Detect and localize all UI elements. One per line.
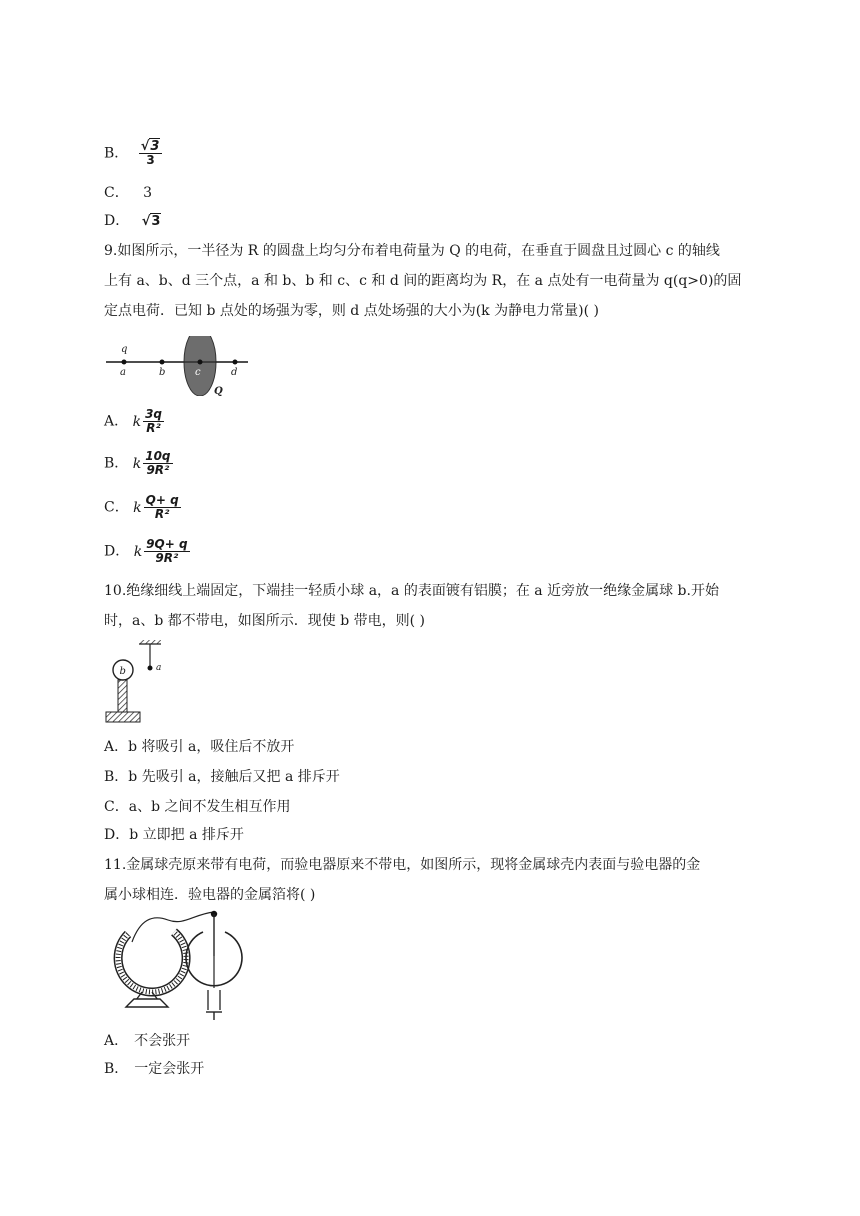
q9-option-d[interactable] — [104, 538, 190, 565]
numerator: 10q — [145, 449, 171, 463]
charged-disk — [184, 336, 216, 396]
q9-option-c[interactable] — [104, 494, 181, 521]
denominator: R² — [154, 507, 170, 521]
sqrt-value: √3 — [141, 214, 161, 229]
radicand: 3 — [151, 214, 161, 229]
numerator: Q+ q — [145, 493, 179, 507]
option-text: 不会张开 — [134, 1033, 191, 1049]
q10-option-d[interactable] — [104, 824, 244, 844]
q11-stem-line1: 11.金属球壳原来带有电荷，而验电器原来不带电，如图所示，现将金属球壳内表面与验电器的金 — [104, 857, 701, 873]
option-text: b 先吸引 a，接触后又把 a 排斥开 — [128, 769, 340, 785]
fraction — [143, 408, 164, 435]
q8-option-d[interactable] — [104, 210, 161, 230]
q10-option-c[interactable] — [104, 796, 290, 816]
option-label: A． — [104, 1033, 129, 1049]
label-d: d — [231, 367, 238, 378]
q9-option-b[interactable] — [104, 450, 173, 477]
constant-k: k — [132, 455, 142, 472]
connecting-wire — [132, 912, 214, 942]
q11-option-b[interactable] — [104, 1058, 204, 1078]
option-text: a、b 之间不发生相互作用 — [128, 799, 291, 815]
denominator: 9R² — [146, 463, 170, 477]
option-label: A． — [104, 413, 129, 430]
option-label: B． — [104, 455, 129, 472]
label-q: q — [121, 344, 128, 355]
q8-option-c[interactable] — [104, 182, 152, 202]
radicand: 3 — [150, 139, 160, 154]
label-c: c — [195, 367, 201, 378]
option-label: D． — [104, 543, 130, 560]
constant-k: k — [133, 499, 142, 516]
q9-option-a[interactable] — [104, 408, 164, 435]
option-label: D． — [104, 213, 130, 229]
q8-option-b[interactable] — [104, 140, 162, 167]
q11-stem-line2: 属小球相连．验电器的金属箔将( ) — [104, 887, 316, 903]
sqrt-fraction: $\frac{√3}{3}$ — [139, 140, 163, 167]
denominator: 3 — [146, 153, 155, 167]
q10-option-a[interactable] — [104, 736, 294, 756]
q11-option-a[interactable] — [104, 1030, 190, 1050]
option-text: b 立即把 a 排斥开 — [129, 827, 244, 843]
option-label: A． — [104, 739, 129, 755]
label-a: a — [156, 663, 162, 673]
q10-sphere-figure — [102, 636, 172, 726]
q9-stem-line3: 定点电荷．已知 b 点处的场强为零，则 d 点处场强的大小为(k 为静电力常量)( ) — [104, 303, 599, 319]
label-a: a — [120, 367, 126, 378]
label-Q: Q — [214, 386, 223, 396]
q9-disk-figure — [104, 336, 264, 396]
q11-electroscope-figure — [104, 910, 254, 1022]
option-value: 3 — [143, 185, 153, 201]
option-label: C． — [104, 185, 129, 201]
q10-option-b[interactable] — [104, 766, 340, 786]
option-label: B． — [104, 1061, 129, 1077]
constant-k: k — [133, 543, 143, 560]
denominator: R² — [146, 421, 161, 435]
option-text: b 将吸引 a，吸住后不放开 — [128, 739, 295, 755]
option-label: D． — [104, 827, 130, 843]
q10-stem-line2: 时，a、b 都不带电，如图所示．现使 b 带电，则( ) — [104, 613, 425, 629]
label-b: b — [159, 367, 166, 378]
option-label: B． — [104, 145, 129, 162]
fraction — [144, 538, 189, 565]
option-label: B． — [104, 769, 129, 785]
fraction — [143, 450, 172, 477]
q9-stem-line2: 上有 a、b、d 三个点，a 和 b、b 和 c、c 和 d 间的距离均为 R，在 a 点处有一电荷量为 q(q>0)的固 — [104, 273, 742, 289]
numerator: 9Q+ q — [146, 537, 188, 551]
option-label: C． — [104, 499, 129, 516]
ball-a — [148, 666, 153, 671]
numerator: 3q — [145, 407, 163, 421]
label-b: b — [119, 666, 126, 677]
option-text: 一定会张开 — [134, 1061, 205, 1077]
denominator: 9R² — [155, 551, 179, 565]
fraction — [144, 494, 181, 521]
constant-k: k — [132, 413, 142, 430]
option-label: C． — [104, 799, 129, 815]
q10-stem-line1: 10.绝缘细线上端固定，下端挂一轻质小球 a，a 的表面镀有铝膜；在 a 近旁放一绝缘金属球 b.开始 — [104, 583, 719, 599]
q9-stem-line1: 9.如图所示，一半径为 R 的圆盘上均匀分布着电荷量为 Q 的电荷，在垂直于圆盘且过圆心 c 的轴线 — [104, 243, 720, 259]
